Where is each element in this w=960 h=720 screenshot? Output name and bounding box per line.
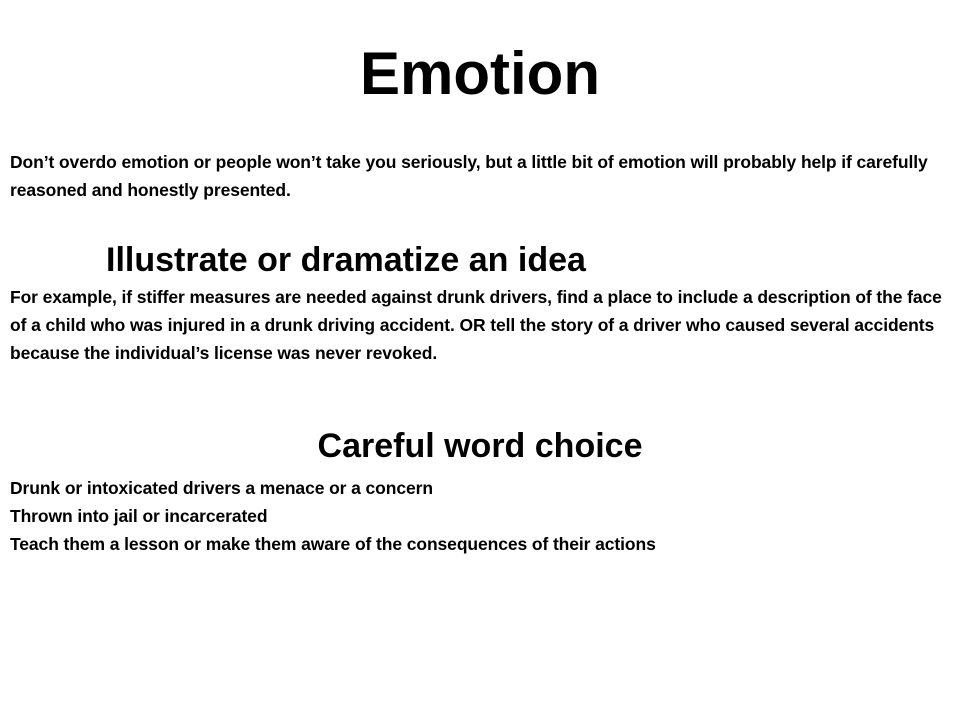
section-heading-illustrate: Illustrate or dramatize an idea bbox=[106, 241, 586, 279]
list-item: Teach them a lesson or make them aware of the consequences of their actions bbox=[10, 534, 656, 554]
illustrate-example-paragraph: For example, if stiffer measures are needed against drunk drivers, find a place to include a description of the face of a child who was injured in a drunk driving accident. OR tell the story of a driver who caused several accidents because the individual’s license was never revoked. bbox=[10, 287, 942, 363]
word-choice-list bbox=[10, 474, 950, 558]
section-heading-careful-word-choice: Careful word choice bbox=[317, 427, 643, 465]
slide-title: Emotion bbox=[360, 40, 600, 107]
list-item: Drunk or intoxicated drivers a menace or a concern bbox=[10, 478, 433, 498]
intro-paragraph: Don’t overdo emotion or people won’t take you seriously, but a little bit of emotion will probably help if carefully reasoned and honestly presented. bbox=[10, 152, 928, 200]
list-item: Thrown into jail or incarcerated bbox=[10, 506, 268, 526]
